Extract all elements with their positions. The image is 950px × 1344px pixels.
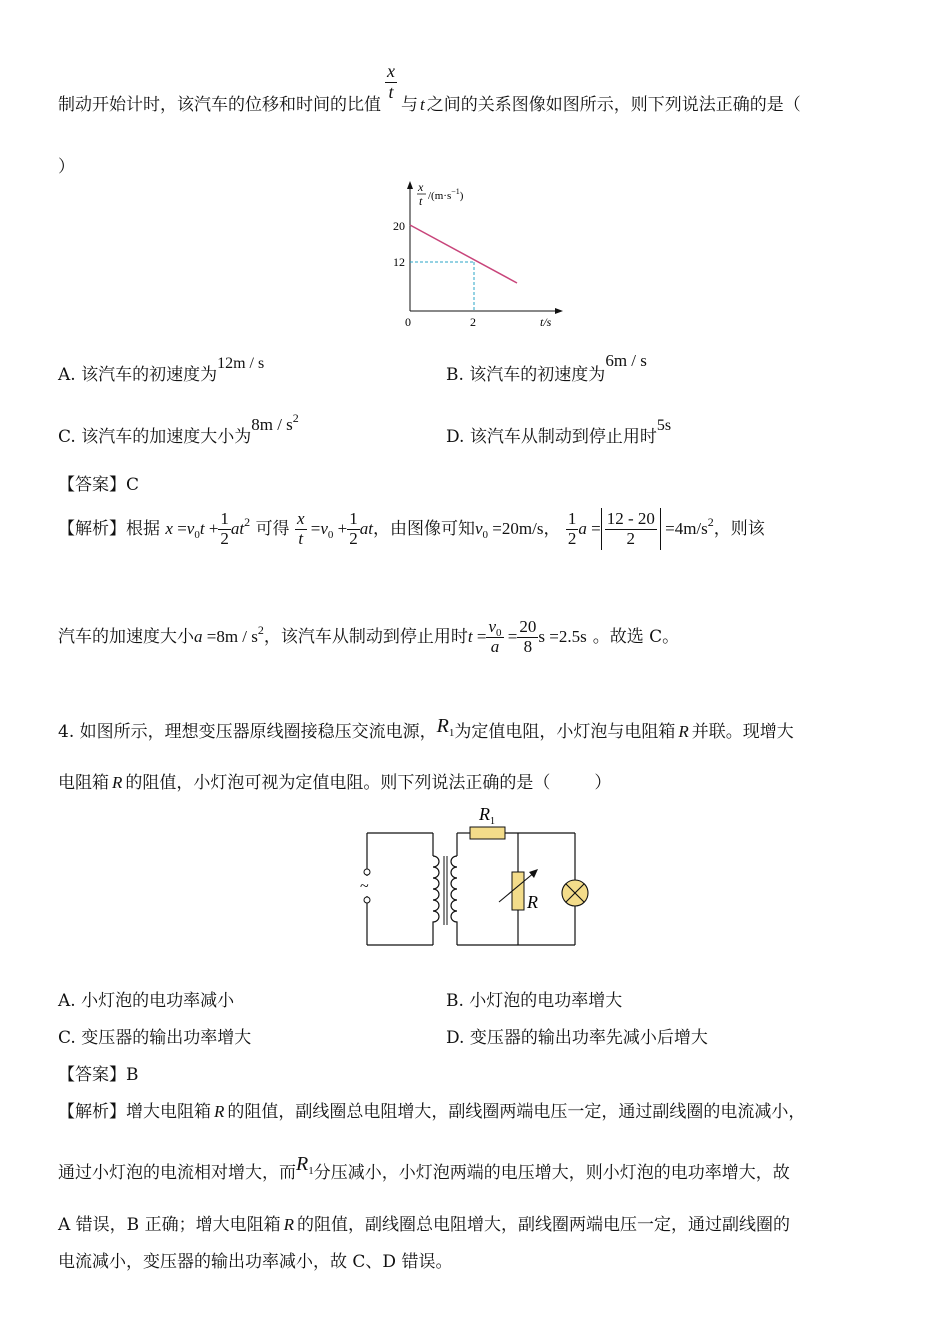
q3-option-d <box>446 410 672 447</box>
q3-ratio-num: x <box>387 61 395 81</box>
q3-t-frac2: $\frac{20}{8}$ <box>519 617 537 656</box>
resistor-r1 <box>470 827 505 839</box>
q3-stem-part3: 之间的关系图像如图所示，则下列说法正确的是（ <box>426 95 801 115</box>
q4-option-c: C. 变压器的输出功率增大 <box>58 1028 252 1048</box>
ac-source-symbol: ~ <box>360 878 369 895</box>
q3-option-d-value: 5s <box>656 417 672 434</box>
q3-eq3-frac: $\frac{12 - 20}{2}$ <box>606 509 655 548</box>
q4-analysis-line2: 通过小灯泡的电流相对增大，而$R_1$分压减小，小灯泡两端的电压增大，则小灯泡的电功率增大，故 <box>58 1153 790 1183</box>
r1-label: $R_1$ <box>479 804 495 827</box>
q4-analysis-line3: A 错误，B 正确；增大电阻箱 R 的阻值，副线圈总电阻增大，副线圈两端电压一定，通过副线圈的 <box>58 1215 790 1235</box>
origin-label: 0 <box>405 315 411 329</box>
q4-analysis-line1: 【解析】增大电阻箱 R 的阻值，副线圈总电阻增大，副线圈两端电压一定，通过副线圈的电流减小， <box>58 1102 806 1122</box>
y-tick-12: 12 <box>393 255 405 269</box>
q3-stem-close: ） <box>58 157 75 177</box>
r-label: R <box>527 892 538 912</box>
q3-ratio-den: t <box>388 81 394 102</box>
q3-eq2-frac: $\frac{x}{t}$ <box>296 509 305 548</box>
q4-option-a: A. 小灯泡的电功率减小 <box>58 991 235 1011</box>
q4-analysis-line4: 电流减小，变压器的输出功率减小，故 C、D 错误。 <box>58 1252 453 1272</box>
source-terminal-bottom <box>364 897 370 903</box>
x-tick-2: 2 <box>470 315 476 329</box>
y-axis <box>407 181 413 311</box>
q4-circuit <box>355 800 595 952</box>
q3-answer: 【答案】C <box>58 475 140 495</box>
q3-stem-line1 <box>58 61 801 115</box>
y-unit: $/(m\cdot s^{-1})$ <box>428 187 464 202</box>
q3-option-c-value: 8m / s <box>251 415 293 434</box>
q3-option-c <box>58 410 299 447</box>
source-terminal-top <box>364 869 370 875</box>
q3-stem-var-t: t <box>420 95 425 114</box>
q3-option-c-exp: 2 <box>292 411 299 425</box>
q3-option-a-value: 12m / s <box>217 355 265 372</box>
q3-option-a-text: A. 该汽车的初速度为 <box>58 365 218 385</box>
q4-option-d: D. 变压器的输出功率先减小后增大 <box>446 1028 708 1048</box>
resistor-box-r <box>512 872 524 910</box>
q3-eq3-half: $\frac{1}{2}$ <box>567 509 577 548</box>
q3-option-d-text: D. 该汽车从制动到停止用时 <box>446 427 657 447</box>
q3-option-b <box>446 346 647 385</box>
q4-stem-line1: 4. 如图所示，理想变压器原线圈接稳压交流电源，$R_1$为定值电阻，小灯泡与电阻箱 R 并联。现增大 <box>58 715 794 742</box>
y-label-num: x <box>418 180 424 194</box>
x-label: t/s <box>540 315 552 329</box>
q3-option-a <box>58 348 265 385</box>
q3-option-c-text: C. 该汽车的加速度大小为 <box>58 427 252 447</box>
q3-analysis-mid2: ，由图像可知 <box>372 518 475 539</box>
q3-option-b-text: B. 该汽车的初速度为 <box>446 365 606 385</box>
primary-coil <box>433 856 439 925</box>
q4-answer: 【答案】B <box>58 1065 139 1085</box>
y-tick-20: 20 <box>393 219 405 233</box>
q3-analysis-label: 【解析】根据 <box>58 518 160 539</box>
q3-option-b-value: 6m / s <box>605 351 647 370</box>
secondary-coil <box>451 856 457 925</box>
q3-t-frac: $\frac{v_0}{a}$ <box>488 617 502 656</box>
q3-stem-part1: 制动开始计时，该汽车的位移和时间的比值 <box>58 95 381 115</box>
q4-option-b: B. 小灯泡的电功率增大 <box>446 991 623 1011</box>
lamp-icon <box>562 880 588 906</box>
q3-analysis-line1: 【解析】根据 $x =v_0t$ + $\frac{1}{2}$ $at^2$ 可得 $\frac{x}{t}$ $=v_0$ + $\frac{1}{2}$ at，由图像可知$v_0 =20m/s$， $\frac{1}{2}$ a = $\frac{12 - 20}{2}$ $=4m/s^2$，则该 <box>58 508 765 550</box>
q3-ratio-fraction <box>385 62 397 103</box>
data-line <box>410 225 517 283</box>
x-axis <box>410 308 563 314</box>
q3-analysis-line2: 汽车的加速度大小$a =8m / s^2$，该汽车从制动到停止用时t = $\frac{v_0}{a}$ = $\frac{20}{8}$ s =2.5s 。故选 C。 <box>58 617 680 656</box>
q3-graph <box>380 178 580 338</box>
q3-analysis-mid1: 可得 <box>255 518 290 539</box>
q3-eq2-half: $\frac{1}{2}$ <box>349 509 358 548</box>
y-label-den: t <box>419 194 423 208</box>
q3-stem-part2: 与 <box>401 95 418 115</box>
q3-eq1: $x =v_0t$ + <box>165 518 219 541</box>
q4-stem-line2: 电阻箱 R 的阻值，小灯泡可视为定值电阻。则下列说法正确的是（ ） <box>58 773 612 793</box>
q3-eq1-half: $\frac{1}{2}$ <box>220 509 229 548</box>
